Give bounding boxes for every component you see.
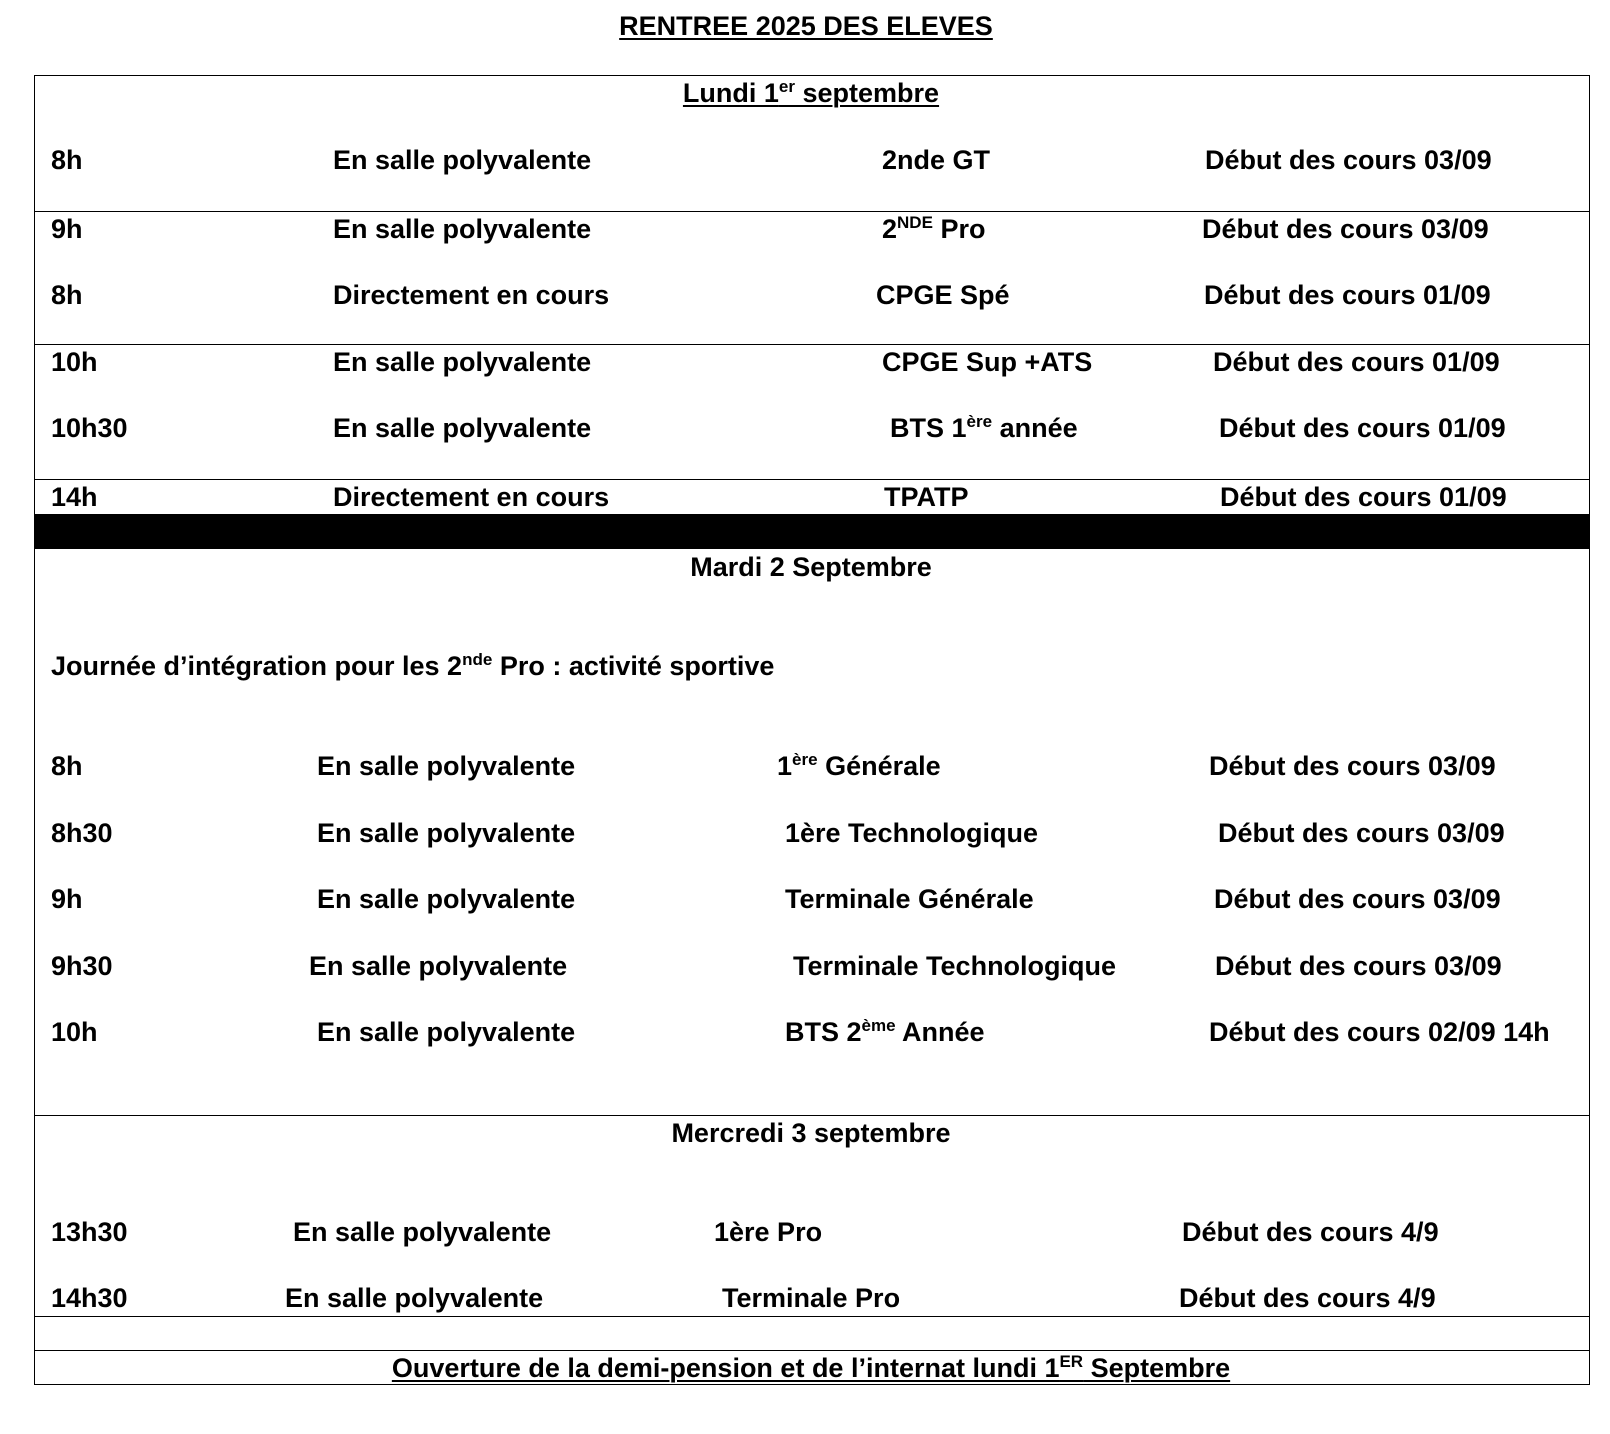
class-cell: 2NDE Pro	[882, 213, 986, 244]
place-cell: En salle polyvalente	[317, 818, 576, 848]
class-cell: CPGE Sup +ATS	[882, 347, 1093, 377]
place-cell: En salle polyvalente	[333, 347, 592, 377]
place-cell: En salle polyvalente	[317, 884, 576, 914]
row-divider	[34, 1316, 1589, 1317]
time-cell: 10h	[51, 347, 98, 377]
start-cell: Début des cours 01/09	[1213, 347, 1500, 377]
place-cell: En salle polyvalente	[285, 1283, 544, 1313]
class-cell: BTS 2ème Année	[785, 1016, 985, 1047]
class-cell: BTS 1ère année	[890, 412, 1078, 443]
day-separator-band	[34, 514, 1590, 549]
row-divider	[34, 344, 1589, 345]
place-cell: Directement en cours	[333, 280, 610, 310]
row-divider	[34, 479, 1589, 480]
start-cell: Début des cours 01/09	[1204, 280, 1491, 310]
start-cell: Début des cours 01/09	[1219, 413, 1506, 443]
time-cell: 13h30	[51, 1217, 128, 1247]
class-cell: 2nde GT	[882, 145, 991, 175]
document-title: RENTREE 2025 DES ELEVES	[619, 11, 993, 41]
place-cell: En salle polyvalente	[317, 751, 576, 781]
place-cell: En salle polyvalente	[309, 951, 568, 981]
class-cell: 1ère Pro	[714, 1217, 823, 1247]
row-divider	[34, 211, 1589, 212]
class-cell: TPATP	[884, 482, 969, 512]
start-cell: Début des cours 4/9	[1179, 1283, 1436, 1313]
day-heading-tuesday: Mardi 2 Septembre	[690, 552, 932, 582]
time-cell: 9h	[51, 214, 83, 244]
footer-note: Ouverture de la demi-pension et de l’internat lundi 1ER Septembre	[391, 1352, 1231, 1383]
start-cell: Début des cours 02/09 14h	[1209, 1017, 1550, 1047]
time-cell: 14h30	[51, 1283, 128, 1313]
class-cell: Terminale Technologique	[793, 951, 1117, 981]
time-cell: 8h30	[51, 818, 113, 848]
start-cell: Début des cours 03/09	[1209, 751, 1496, 781]
start-cell: Début des cours 01/09	[1220, 482, 1507, 512]
table-top-border	[34, 75, 1589, 76]
class-cell: 1ère Générale	[777, 750, 941, 781]
time-cell: 8h	[51, 751, 83, 781]
row-divider	[34, 1115, 1589, 1116]
place-cell: En salle polyvalente	[317, 1017, 576, 1047]
place-cell: En salle polyvalente	[293, 1217, 552, 1247]
time-cell: 9h	[51, 884, 83, 914]
start-cell: Début des cours 03/09	[1214, 884, 1501, 914]
start-cell: Début des cours 03/09	[1218, 818, 1505, 848]
place-cell: En salle polyvalente	[333, 413, 592, 443]
time-cell: 9h30	[51, 951, 113, 981]
place-cell: En salle polyvalente	[333, 145, 592, 175]
start-cell: Début des cours 03/09	[1215, 951, 1502, 981]
integration-day-note: Journée d’intégration pour les 2nde Pro : activité sportive	[51, 650, 775, 681]
table-right-border	[1589, 75, 1590, 1385]
table-bottom-border	[34, 1384, 1589, 1385]
row-divider	[34, 1350, 1589, 1351]
time-cell: 14h	[51, 482, 98, 512]
day-heading-monday: Lundi 1er septembre	[682, 77, 940, 108]
time-cell: 10h	[51, 1017, 98, 1047]
class-cell: Terminale Pro	[722, 1283, 901, 1313]
time-cell: 8h	[51, 280, 83, 310]
time-cell: 8h	[51, 145, 83, 175]
place-cell: Directement en cours	[333, 482, 610, 512]
start-cell: Début des cours 03/09	[1205, 145, 1492, 175]
class-cell: CPGE Spé	[876, 280, 1010, 310]
table-left-border	[34, 75, 35, 1385]
class-cell: 1ère Technologique	[785, 818, 1039, 848]
class-cell: Terminale Générale	[785, 884, 1034, 914]
start-cell: Début des cours 03/09	[1202, 214, 1489, 244]
start-cell: Début des cours 4/9	[1182, 1217, 1439, 1247]
day-heading-wednesday: Mercredi 3 septembre	[671, 1118, 951, 1148]
time-cell: 10h30	[51, 413, 128, 443]
place-cell: En salle polyvalente	[333, 214, 592, 244]
